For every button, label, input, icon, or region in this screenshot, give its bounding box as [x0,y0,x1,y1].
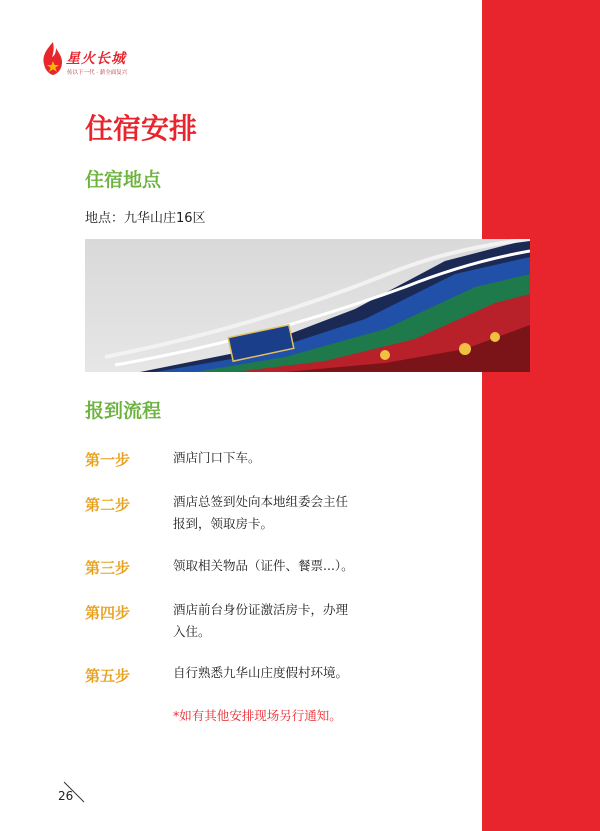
step-3-label: 第三步 [85,559,131,577]
step-4-text [173,599,403,643]
step-3-text [173,555,403,577]
brand-slogan: 传以下一代 · 薪全面复兴 [67,70,128,76]
step-4-line-1: 酒店前台身份证激活房卡，办理 [173,602,349,617]
traditional-roof-photo [85,239,530,372]
step-5-line-1: 自行熟悉九华山庄度假村环境。 [173,665,349,680]
step-4-line-2: 入住。 [173,624,211,639]
step-1-line-1: 酒店门口下车。 [173,450,261,465]
page-number-slash-icon [62,780,88,806]
step-1-text [173,447,403,469]
flame-star-icon [40,40,66,80]
checkin-heading: 报到流程 [85,400,162,422]
step-5-label: 第五步 [85,667,131,685]
arrangement-note: *如有其他安排现场另行通知。 [173,708,342,723]
step-3-line-1: 领取相关物品（证件、餐票...）。 [173,558,354,573]
step-2-line-1: 酒店总签到处向本地组委会主任 [173,494,349,509]
step-4-label: 第四步 [85,604,131,622]
step-2-label: 第二步 [85,496,131,514]
step-2-line-2: 报到，领取房卡。 [173,516,274,531]
accommodation-heading: 住宿地点 [85,169,162,191]
page-title: 住宿安排 [85,112,198,145]
page-number: 26 [58,789,74,803]
brand-logo [40,40,160,86]
step-1-label: 第一步 [85,451,131,469]
step-5-text [173,662,403,684]
location-text: 地点：九华山庄16区 [85,211,206,226]
decorative-red-sidebar [482,0,600,831]
step-2-text [173,491,403,535]
brand-name: 星火长城 [66,51,126,67]
